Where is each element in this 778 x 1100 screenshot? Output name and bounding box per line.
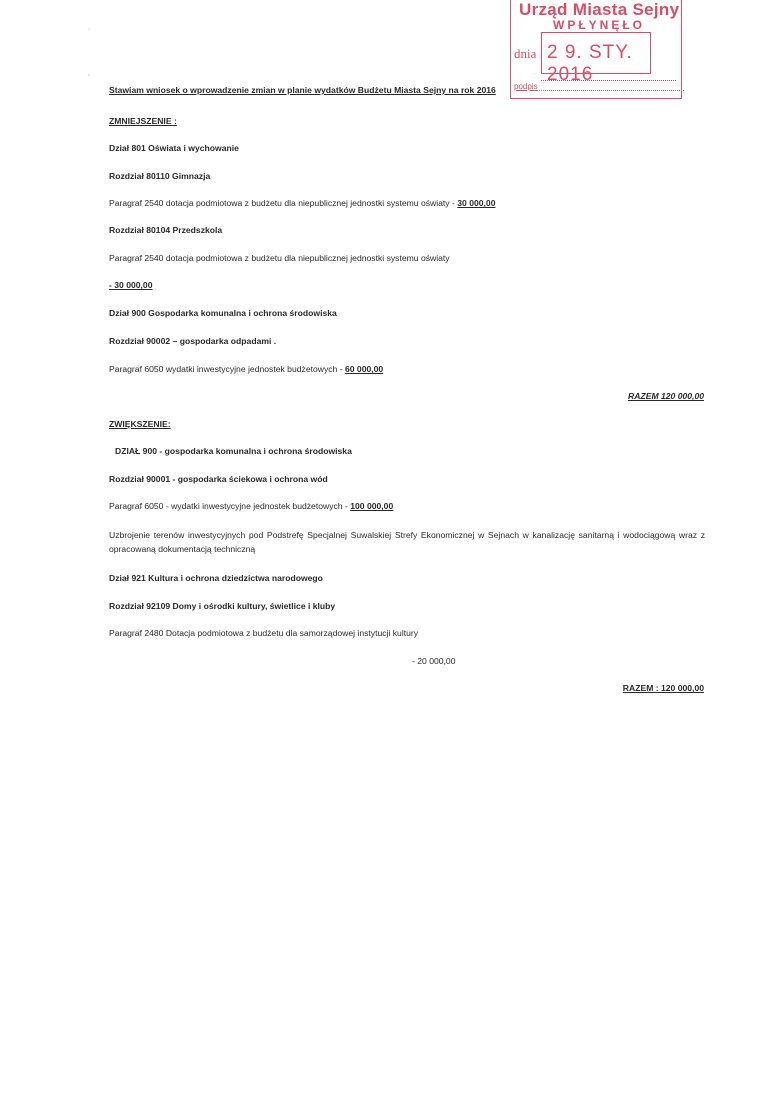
received-stamp: [510, 0, 682, 99]
increase-total: RAZEM : 120 000,00: [622, 683, 704, 693]
scan-speck: ,: [88, 70, 90, 77]
decrease-dzial-801: Dział 801 Oświata i wychowanie: [109, 143, 239, 153]
increase-paragraf-1: [109, 501, 393, 512]
decrease-paragraf-3-text: Paragraf 6050 wydatki inwestycyjne jednostek budżetowych -: [109, 364, 343, 374]
increase-description: Uzbrojenie terenów inwestycyjnych pod Podstrefę Specjalnej Suwalskiej Strefy Ekonomicznej w Sejnach w kanalizację sanitarną i wodociągową wraz z opracowaną dokumentacją techniczną: [109, 530, 705, 554]
decrease-paragraf-2-text: Paragraf 2540 dotacja podmiotowa z budżetu dla niepublicznej jednostki systemu oświaty: [109, 253, 450, 263]
decrease-total: RAZEM 120 000,00: [628, 391, 704, 401]
increase-dzial-900: DZIAŁ 900 - gospodarka komunalna i ochrona środowiska: [115, 446, 352, 456]
stamp-date-label: dnia: [514, 46, 537, 61]
header-dotted-line: [534, 90, 684, 91]
stamp-date: 2 9. STY. 2016: [547, 42, 633, 85]
decrease-paragraf-2-amount: - 30 000,00: [109, 280, 153, 290]
stamp-sign-line: [541, 80, 676, 81]
increase-paragraf-1-amount: 100 000,00: [350, 501, 394, 511]
increase-paragraf-2-text: Paragraf 2480 Dotacja podmiotowa z budżetu dla samorządowej instytucji kultury: [109, 628, 419, 638]
decrease-rozdzial-90002: Rozdział 90002 – gospodarka odpadami .: [109, 336, 277, 346]
increase-dzial-921: Dział 921 Kultura i ochrona dziedzictwa narodowego: [109, 573, 323, 583]
stamp-sign-label: podpis: [514, 82, 538, 91]
decrease-rozdzial-80110: Rozdział 80110 Gimnazja: [109, 171, 211, 181]
stamp-subtitle: WPŁYNĘŁO: [553, 18, 645, 32]
decrease-paragraf-1: [109, 198, 495, 209]
decrease-rozdzial-80104: Rozdział 80104 Przedszkola: [109, 225, 223, 235]
decrease-heading: ZMNIEJSZENIE :: [109, 116, 177, 126]
increase-paragraf-2-amount: - 20 000,00: [412, 656, 456, 666]
decrease-paragraf-1-text: Paragraf 2540 dotacja podmiotowa z budżetu dla niepublicznej jednostki systemu oświaty -: [109, 198, 455, 208]
decrease-paragraf-3: [109, 364, 383, 375]
increase-heading: ZWIĘKSZENIE:: [109, 419, 171, 429]
decrease-dzial-900: Dział 900 Gospodarka komunalna i ochrona środowiska: [109, 308, 337, 318]
increase-paragraf-1-text: Paragraf 6050 - wydatki inwestycyjne jednostek budżetowych -: [109, 501, 348, 511]
increase-rozdzial-90001: Rozdział 90001 - gospodarka ściekowa i ochrona wód: [109, 474, 328, 484]
decrease-paragraf-1-amount: 30 000,00: [457, 198, 496, 208]
stamp-title: Urząd Miasta Sejny: [519, 0, 680, 19]
increase-rozdzial-92109: Rozdział 92109 Domy i ośrodki kultury, świetlice i kluby: [109, 601, 336, 611]
request-header: Stawiam wniosek o wprowadzenie zmian w planie wydatków Budżetu Miasta Sejny na rok 2016: [109, 85, 496, 95]
scan-speck: ·: [88, 26, 91, 33]
decrease-paragraf-3-amount: 60 000,00: [344, 364, 384, 374]
